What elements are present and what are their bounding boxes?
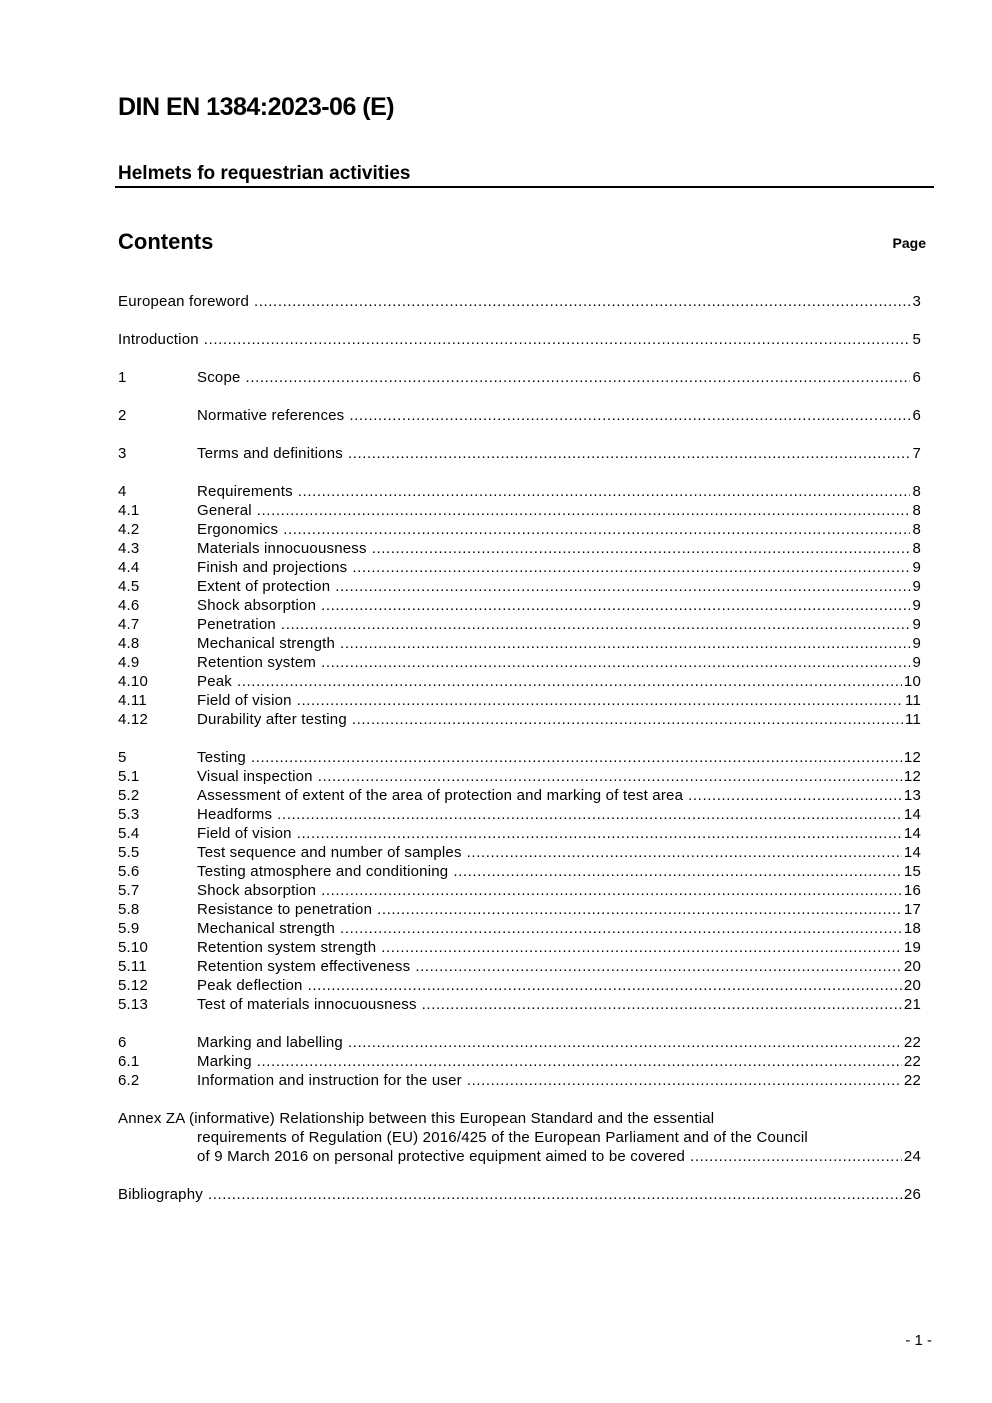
toc-leader	[422, 995, 902, 1014]
toc-entry-title: Assessment of extent of the area of protection and marking of test area	[197, 787, 684, 804]
toc-entry-title: Durability after testing	[197, 711, 347, 728]
toc-entry-6[interactable]	[118, 1033, 921, 1052]
toc-leader	[298, 482, 911, 501]
toc-entry-title: Test sequence and number of samples	[197, 844, 462, 861]
toc-entry-title: Mechanical strength	[197, 920, 336, 937]
toc-entry-title: General	[197, 502, 252, 519]
toc-leader	[381, 938, 902, 957]
toc-entry-page: 21	[903, 996, 921, 1013]
toc-entry-title: Retention system strength	[197, 939, 377, 956]
toc-entry-number: 5.5	[118, 844, 140, 861]
toc-entry-5-13[interactable]	[118, 995, 921, 1014]
toc-entry-page: 14	[903, 825, 921, 842]
toc-entry-4-9[interactable]	[118, 653, 921, 672]
toc-entry-number: 4.3	[118, 540, 140, 557]
page-number: - 1 -	[905, 1332, 932, 1349]
toc-entry-title: Field of vision	[197, 825, 292, 842]
toc-entry-page: 22	[903, 1034, 921, 1051]
toc-entry-number: 1	[118, 369, 127, 386]
document-title: DIN EN 1384:2023-06 (E)	[118, 93, 395, 121]
page-column-heading: Page	[892, 235, 926, 251]
toc-entry-page: 12	[903, 768, 921, 785]
toc-leader	[204, 330, 911, 349]
toc-entry-5-6[interactable]	[118, 862, 921, 881]
table-of-contents	[118, 292, 921, 1204]
toc-entry-number: 5.13	[118, 996, 148, 1013]
toc-entry-page: 16	[903, 882, 921, 899]
toc-entry-number: 4.2	[118, 521, 140, 538]
toc-entry-page: 9	[912, 654, 921, 671]
toc-entry-title: Marking	[197, 1053, 252, 1070]
toc-leader	[254, 292, 910, 311]
contents-heading: Contents	[118, 229, 214, 254]
toc-entry-page: 8	[912, 502, 921, 519]
toc-entry-number: 5.8	[118, 901, 140, 918]
toc-entry-number: 4.4	[118, 559, 140, 576]
toc-entry-title: Ergonomics	[197, 521, 279, 538]
annex-title-line-3: of 9 March 2016 on personal protective equipment aimed to be covered	[197, 1148, 686, 1165]
document-subtitle: Helmets fo requestrian activities	[118, 163, 411, 184]
toc-leader	[246, 368, 911, 387]
toc-entry-title: Extent of protection	[197, 578, 331, 595]
toc-leader	[348, 444, 911, 463]
toc-entry-number: 4.6	[118, 597, 140, 614]
toc-leader	[257, 1052, 902, 1071]
toc-leader	[352, 710, 903, 729]
toc-entry-number: 4.7	[118, 616, 140, 633]
toc-entry-5-10[interactable]	[118, 938, 921, 957]
toc-leader	[377, 900, 902, 919]
toc-entry-page: 8	[912, 483, 921, 500]
toc-entry-4-8[interactable]	[118, 634, 921, 653]
toc-entry-page: 20	[903, 977, 921, 994]
toc-entry-number: 4	[118, 483, 127, 500]
toc-entry-title: Bibliography	[118, 1186, 203, 1203]
toc-leader	[297, 691, 903, 710]
toc-leader	[348, 1033, 902, 1052]
toc-entry-title: Retention system	[197, 654, 317, 671]
toc-entry-5-5[interactable]	[118, 843, 921, 862]
toc-entry-page: 22	[903, 1053, 921, 1070]
toc-entry-title: Materials innocuousness	[197, 540, 367, 557]
toc-entry-number: 4.12	[118, 711, 148, 728]
toc-entry-page: 24	[903, 1148, 921, 1165]
toc-entry-page: 5	[912, 331, 921, 348]
toc-entry-number: 5.9	[118, 920, 140, 937]
toc-entry-4-11[interactable]	[118, 691, 921, 710]
toc-entry-title: Visual inspection	[197, 768, 313, 785]
toc-entry-title: Finish and projections	[197, 559, 348, 576]
annex-title-line-2: requirements of Regulation (EU) 2016/425 of the European Parliament and of the Council	[197, 1129, 808, 1146]
toc-entry-title: Shock absorption	[197, 882, 317, 899]
toc-entry-3[interactable]	[118, 444, 921, 463]
toc-entry-title: Field of vision	[197, 692, 292, 709]
toc-leader	[257, 501, 911, 520]
toc-entry-5-2[interactable]	[118, 786, 921, 805]
toc-entry-page: 6	[912, 407, 921, 424]
toc-entry-number: 3	[118, 445, 127, 462]
toc-leader	[352, 558, 910, 577]
toc-entry-title: Normative references	[197, 407, 345, 424]
toc-entry-number: 5.7	[118, 882, 140, 899]
toc-leader	[415, 957, 902, 976]
toc-entry-5-12[interactable]	[118, 976, 921, 995]
toc-entry-introduction[interactable]	[118, 330, 921, 349]
toc-entry-4-3[interactable]	[118, 539, 921, 558]
toc-leader	[453, 862, 902, 881]
toc-entry-title: Mechanical strength	[197, 635, 336, 652]
toc-leader	[318, 767, 902, 786]
toc-leader	[283, 520, 910, 539]
toc-entry-title: Test of materials innocuousness	[197, 996, 417, 1013]
toc-entry-number: 5.4	[118, 825, 140, 842]
toc-leader	[281, 615, 911, 634]
toc-entry-number: 5	[118, 749, 127, 766]
toc-entry-title: European foreword	[118, 293, 249, 310]
toc-entry-5-11[interactable]	[118, 957, 921, 976]
toc-entry-title: Resistance to penetration	[197, 901, 373, 918]
toc-entry-2[interactable]	[118, 406, 921, 425]
toc-entry-4-2[interactable]	[118, 520, 921, 539]
toc-entry-page: 9	[912, 597, 921, 614]
toc-entry-title: Information and instruction for the user	[197, 1072, 462, 1089]
toc-entry-title: Headforms	[197, 806, 273, 823]
toc-entry-title: Peak	[197, 673, 232, 690]
toc-leader	[321, 596, 910, 615]
toc-entry-page: 18	[903, 920, 921, 937]
toc-entry-page: 6	[912, 369, 921, 386]
toc-entry-page: 15	[903, 863, 921, 880]
toc-entry-5-4[interactable]	[118, 824, 921, 843]
toc-leader	[467, 843, 902, 862]
toc-entry-number: 5.12	[118, 977, 148, 994]
toc-leader	[237, 672, 902, 691]
toc-entry-5-1[interactable]	[118, 767, 921, 786]
toc-entry-page: 22	[903, 1072, 921, 1089]
title-divider	[115, 186, 934, 188]
toc-entry-number: 4.1	[118, 502, 140, 519]
toc-entry-5-7[interactable]	[118, 881, 921, 900]
toc-entry-title: Penetration	[197, 616, 276, 633]
toc-leader	[277, 805, 902, 824]
toc-entry-page: 10	[903, 673, 921, 690]
toc-entry-title: Retention system effectiveness	[197, 958, 411, 975]
toc-entry-number: 5.6	[118, 863, 140, 880]
toc-entry-page: 12	[903, 749, 921, 766]
toc-entry-title: Scope	[197, 369, 241, 386]
toc-entry-page: 9	[912, 635, 921, 652]
toc-entry-page: 9	[912, 616, 921, 633]
toc-entry-5[interactable]	[118, 748, 921, 767]
toc-entry-4-1[interactable]	[118, 501, 921, 520]
toc-entry-4-12[interactable]	[118, 710, 921, 729]
toc-leader	[349, 406, 910, 425]
toc-entry-number: 4.11	[118, 692, 147, 709]
toc-entry-title: Marking and labelling	[197, 1034, 343, 1051]
toc-entry-4-7[interactable]	[118, 615, 921, 634]
toc-entry-page: 8	[912, 521, 921, 538]
toc-entry-title: Introduction	[118, 331, 199, 348]
toc-leader	[690, 1147, 902, 1166]
toc-leader	[321, 653, 910, 672]
toc-entry-number: 5.2	[118, 787, 140, 804]
toc-entry-page: 13	[903, 787, 921, 804]
toc-entry-title: Testing atmosphere and conditioning	[197, 863, 449, 880]
toc-entry-bibliography[interactable]	[118, 1185, 921, 1204]
toc-entry-4-6[interactable]	[118, 596, 921, 615]
toc-entry-number: 4.10	[118, 673, 148, 690]
toc-entry-1[interactable]	[118, 368, 921, 387]
annex-title-line-1: Annex ZA (informative) Relationship between this European Standard and the essential	[118, 1110, 715, 1127]
toc-leader	[308, 976, 902, 995]
toc-entry-page: 9	[912, 578, 921, 595]
toc-entry-4-5[interactable]	[118, 577, 921, 596]
toc-entry-title: Terms and definitions	[197, 445, 343, 462]
toc-entry-4[interactable]	[118, 482, 921, 501]
toc-leader	[335, 577, 910, 596]
toc-entry-number: 5.1	[118, 768, 140, 785]
toc-entry-page: 11	[905, 711, 921, 728]
toc-entry-page: 7	[912, 445, 921, 462]
toc-entry-5-3[interactable]	[118, 805, 921, 824]
toc-entry-page: 3	[912, 293, 921, 310]
toc-entry-page: 14	[903, 806, 921, 823]
toc-entry-4-10[interactable]	[118, 672, 921, 691]
toc-entry-annex-za[interactable]	[118, 1109, 921, 1166]
toc-leader	[372, 539, 911, 558]
toc-entry-number: 4.5	[118, 578, 140, 595]
toc-entry-5-9[interactable]	[118, 919, 921, 938]
toc-leader	[251, 748, 902, 767]
toc-entry-title: Shock absorption	[197, 597, 317, 614]
toc-entry-page: 14	[903, 844, 921, 861]
toc-leader	[208, 1185, 902, 1204]
toc-entry-number: 6.1	[118, 1053, 140, 1070]
toc-leader	[467, 1071, 902, 1090]
toc-entry-page: 8	[912, 540, 921, 557]
toc-entry-4-4[interactable]	[118, 558, 921, 577]
toc-entry-page: 9	[912, 559, 921, 576]
toc-entry-number: 5.11	[118, 958, 147, 975]
toc-entry-title: Requirements	[197, 483, 293, 500]
toc-leader	[340, 634, 910, 653]
toc-entry-6-2[interactable]	[118, 1071, 921, 1090]
toc-entry-title: Peak deflection	[197, 977, 303, 994]
toc-entry-page: 11	[905, 692, 921, 709]
toc-leader	[321, 881, 902, 900]
toc-entry-page: 17	[903, 901, 921, 918]
toc-entry-page: 20	[903, 958, 921, 975]
toc-entry-6-1[interactable]	[118, 1052, 921, 1071]
toc-entry-5-8[interactable]	[118, 900, 921, 919]
toc-leader	[688, 786, 902, 805]
toc-entry-number: 5.3	[118, 806, 140, 823]
toc-leader	[340, 919, 902, 938]
toc-entry-number: 5.10	[118, 939, 148, 956]
toc-entry-title: Testing	[197, 749, 246, 766]
toc-entry-foreword[interactable]	[118, 292, 921, 311]
toc-entry-number: 6.2	[118, 1072, 140, 1089]
toc-entry-page: 19	[903, 939, 921, 956]
toc-entry-number: 4.9	[118, 654, 140, 671]
toc-leader	[297, 824, 902, 843]
toc-entry-number: 2	[118, 407, 127, 424]
toc-entry-number: 4.8	[118, 635, 140, 652]
toc-entry-page: 26	[903, 1186, 921, 1203]
toc-entry-number: 6	[118, 1034, 127, 1051]
